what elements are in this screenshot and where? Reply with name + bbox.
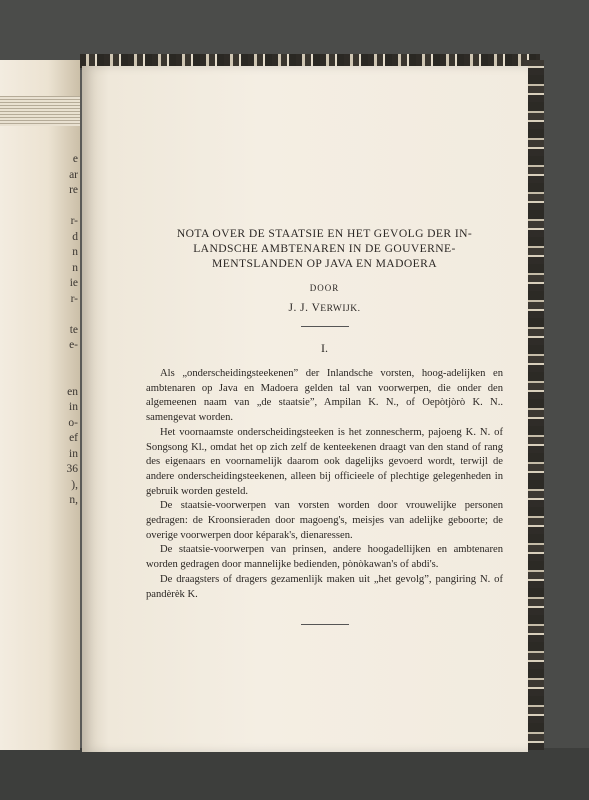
left-page-fragment: n: [72, 261, 78, 274]
paragraph: De staatsie-voorwerpen van vorsten worden door vrouwelijke personen gedragen: de Kroonsieraden door magoeng's, meisjes van adelijke geboorte; de overige voorwerpen door képarak's, dienaressen.: [146, 500, 503, 541]
author-initials: J. J. V: [288, 302, 321, 314]
left-page-fragment: r-: [70, 215, 78, 227]
title-line: MENTSLANDEN OP JAVA EN MADOERA: [212, 257, 437, 270]
paragraph: Als „onderscheidingsteekenen” der Inlandsche vorsten, hoog-adelijken en ambtenaren op Java en Madoera gelden tal van voorwerpen, die onder den algemeenen naam van „de staatsie”, Ampilan K. N., of Oepòtjòrò K. N.. samengevat worden.: [146, 368, 503, 424]
left-page-fragment: in: [69, 401, 78, 413]
divider: [301, 624, 349, 625]
left-page-fragment: ie: [69, 277, 78, 289]
title-line: NOTA OVER DE STAATSIE EN HET GEVOLG DER IN-: [176, 227, 473, 240]
left-page-fragment: te: [69, 323, 78, 336]
left-page-fragment: n: [72, 246, 78, 258]
left-page-fragment: en: [67, 385, 78, 398]
title-line: LANDSCHE AMBTENAREN IN DE GOUVERNE-: [193, 242, 456, 255]
left-page-fragment: e-: [69, 339, 78, 351]
left-page-fragment: d: [72, 230, 78, 243]
left-page: [0, 60, 80, 750]
left-page-fragment: r-: [70, 292, 78, 305]
left-page-fragment: re: [69, 184, 78, 196]
left-page-fragment: in: [69, 447, 78, 460]
left-page-fragment: ef: [69, 432, 78, 444]
byline-prefix: DOOR: [309, 283, 340, 293]
page-content: [146, 226, 503, 625]
paragraph: De staatsie-voorwerpen van prinsen, andere hoogadellijken en ambtenaren worden gedragen door mannelijke bedienden, pònòkawan's of abdi's.: [146, 544, 503, 571]
left-page-fragment: e: [72, 153, 78, 165]
left-page-fragment: 36: [66, 463, 78, 475]
page-stack-edge: [0, 96, 80, 126]
left-page-fragment: ),: [71, 478, 78, 491]
background-right: [540, 0, 589, 800]
paragraph: De draagsters of dragers gezamenlijk maken uit „het gevolg”, pangiring N. of pandèrèk K.: [146, 573, 503, 600]
left-page-fragment: o-: [68, 416, 78, 429]
left-page-fragment: ar: [69, 168, 78, 181]
left-page-fragment: n,: [69, 494, 78, 506]
background-bottom: [0, 748, 589, 800]
article-title: [146, 226, 503, 271]
right-page: [82, 66, 528, 752]
divider: [301, 326, 349, 327]
author-surname: ERWIJK.: [320, 304, 361, 314]
section-number: I.: [321, 341, 328, 355]
author-name: [146, 302, 503, 314]
paragraph: Het voornaamste onderscheidingsteeken is het zonnescherm, pajoeng K. N. of Songsong Kl., omdat het op zich zelf de kenteekenen draagt van den stand of rang des eigenaars en voornamelijk daarom ook dagelijks gevoerd wordt, terwijl de andere onderscheidingsteekenen, alleen bij officieele of plechtige gelegenheden in gebruik worden gesteld.: [146, 426, 503, 497]
